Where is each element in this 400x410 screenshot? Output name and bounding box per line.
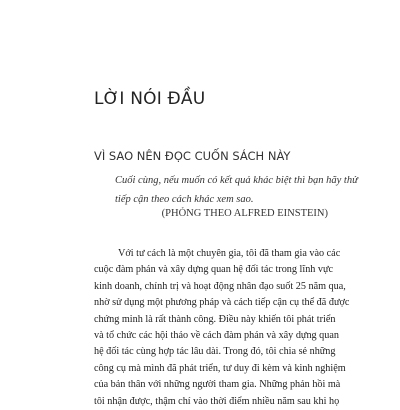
body-line: nhờ sử dụng một phương pháp và cách tiếp cận cụ thể đã được [94,297,350,309]
section-title: VÌ SAO NÊN ĐỌC CUỐN SÁCH NÀY [94,149,291,163]
epigraph-line: tiếp cận theo cách khác xem sao. [115,194,254,205]
body-line: tôi nhận được, thậm chí vào thời điểm nhiều năm sau khi họ [94,395,340,407]
body-paragraph [94,246,350,410]
epigraph-attribution: (PHỎNG THEO ALFRED EINSTEIN) [161,208,328,219]
body-line: cuộc đàm phán và xây dựng quan hệ đối tác trong lĩnh vực [94,264,334,276]
epigraph-line: Cuối cùng, nếu muốn có kết quả khác biệt thì bạn hãy thử [115,175,358,186]
body-line: chứng minh là rất thành công. Điều này khiến tôi phát triển [94,313,336,325]
epigraph-quote [115,171,358,209]
body-line: của bản thân với những người tham gia. Những phản hồi mà [94,379,341,391]
body-line: và tổ chức các hội thảo về cách đàm phán và xây dựng quan [94,330,339,342]
body-line: công cụ mà mình đã phát triển, tư duy đi kèm và kinh nghiệm [94,362,346,374]
chapter-title: LỜI NÓI ĐẦU [94,89,206,109]
body-line: hệ đối tác cùng hợp tác lâu dài. Trong đó, tôi chia sẻ những [94,346,336,358]
body-line: kinh doanh, chính trị và hoạt động nhân đạo suốt 25 năm qua, [94,280,346,292]
body-line: Với tư cách là một chuyên gia, tôi đã tham gia vào các [118,248,341,259]
